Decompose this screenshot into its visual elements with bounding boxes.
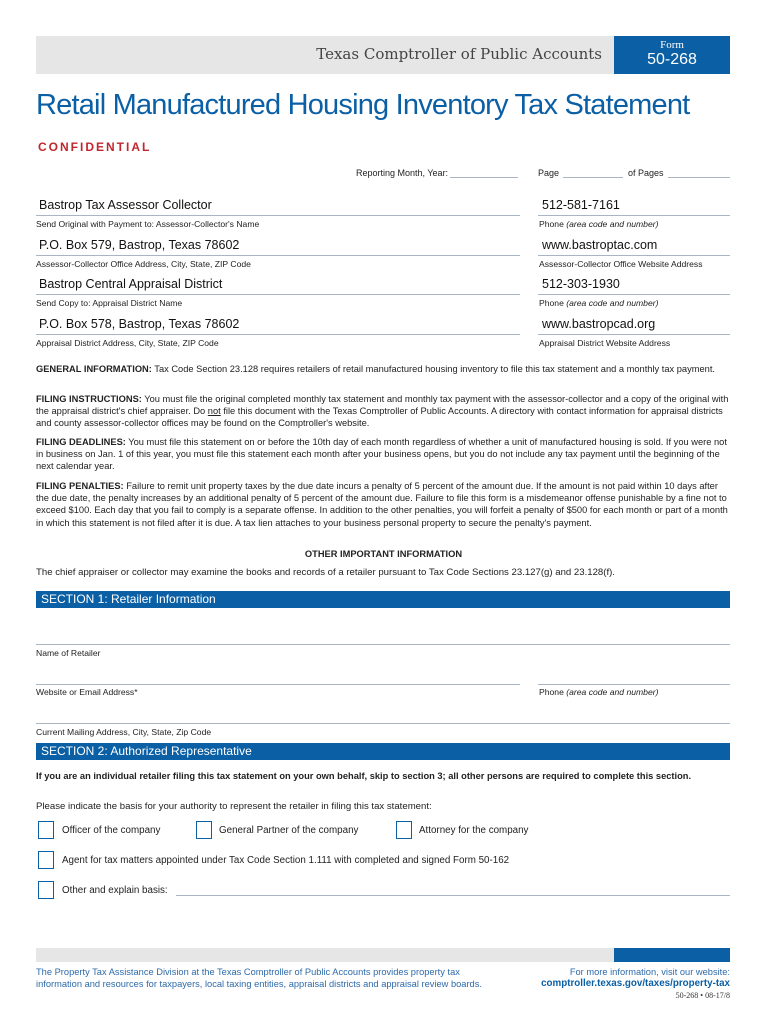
section2-instruction: If you are an individual retailer filing this tax statement on your own behalf, skip to section 3; all other persons are required to complete this section. [36, 771, 692, 781]
general-partner-label: General Partner of the company [219, 825, 359, 836]
form-label: Form [660, 39, 684, 51]
appraisal-phone-label: Phone (area code and number) [539, 298, 659, 308]
of-pages-label: of Pages [628, 168, 664, 178]
form-number-box [614, 36, 730, 74]
retailer-address-label: Current Mailing Address, City, State, Zip Code [36, 727, 212, 737]
assessor-phone-value: 512-581-7161 [542, 198, 620, 212]
section2-prompt: Please indicate the basis for your authority to represent the retailer in filing this tax statement: [36, 801, 432, 812]
footer-description: The Property Tax Assistance Division at the Texas Comptroller of Public Accounts provides property tax information and resources for taxpayers, local taxing entities, appraisal districts and appraisal review boards. [36, 967, 482, 989]
assessor-phone-label: Phone (area code and number) [539, 219, 659, 229]
section1-header: SECTION 1: Retailer Information [36, 591, 730, 608]
assessor-address-field[interactable] [36, 236, 520, 256]
page-title: Retail Manufactured Housing Inventory Tax Statement [36, 89, 690, 121]
footer-band [36, 948, 614, 962]
general-information: GENERAL INFORMATION: Tax Code Section 23.128 requires retailers of retail manufactured housing inventory to file this tax statement and a monthly tax payment. [36, 364, 715, 374]
appraisal-name-label: Send Copy to: Appraisal District Name [36, 298, 183, 308]
footer-band-accent [614, 948, 730, 962]
assessor-address-value: P.O. Box 579, Bastrop, Texas 78602 [39, 238, 240, 252]
agent-label: Agent for tax matters appointed under Tax Code Section 1.111 with completed and signed Form 50-162 [62, 855, 510, 866]
appraisal-phone-field[interactable] [538, 275, 730, 295]
retailer-name-label: Name of Retailer [36, 648, 101, 658]
other-info-text: The chief appraiser or collector may examine the books and records of a retailer pursuant to Tax Code Sections 23.127(g) and 23.128(f). [36, 567, 615, 578]
appraisal-address-value: P.O. Box 578, Bastrop, Texas 78602 [39, 317, 240, 331]
appraisal-phone-value: 512-303-1930 [542, 277, 620, 291]
footer-website-link[interactable]: comptroller.texas.gov/taxes/property-tax [541, 978, 730, 989]
retailer-phone-field[interactable] [538, 670, 730, 685]
retailer-website-label: Website or Email Address* [36, 687, 138, 697]
assessor-phone-field[interactable] [538, 196, 730, 216]
confidential-label: CONFIDENTIAL [38, 140, 152, 154]
retailer-address-field[interactable] [36, 709, 730, 724]
assessor-address-label: Assessor-Collector Office Address, City, State, ZIP Code [36, 259, 251, 269]
assessor-website-label: Assessor-Collector Office Website Address [539, 259, 703, 269]
appraisal-website-label: Appraisal District Website Address [539, 338, 671, 348]
appraisal-name-value: Bastrop Central Appraisal District [39, 277, 223, 291]
page-label: Page [538, 168, 560, 178]
attorney-label: Attorney for the company [419, 825, 529, 836]
general-partner-checkbox[interactable] [196, 821, 212, 839]
reporting-month-field[interactable] [450, 166, 518, 178]
page-field[interactable] [563, 166, 623, 178]
assessor-website-field[interactable] [538, 236, 730, 256]
form-number: 50-268 [647, 51, 697, 68]
of-pages-field[interactable] [668, 166, 730, 178]
officer-checkbox[interactable] [38, 821, 54, 839]
filing-instructions: FILING INSTRUCTIONS: You must file the original completed monthly tax statement and monthly tax payment with the assessor-collector and a copy of the original with the appraisal district's chief appraiser. Do not file this document with the Texas Comptroller of Public Accounts. A directory with contact information for appraisal districts and county assessor-collector offices may be found on the Comptroller's website. [36, 394, 729, 429]
other-label: Other and explain basis: [62, 885, 168, 896]
retailer-website-field[interactable] [36, 670, 520, 685]
assessor-name-field[interactable] [36, 196, 520, 216]
footer-website [541, 966, 730, 990]
agent-checkbox[interactable] [38, 851, 54, 869]
filing-penalties: FILING PENALTIES: Failure to remit unit property taxes by the due date incurs a penalty of 5 percent of the amount due. If the amount is not paid within 10 days after the due date, the penalty increases by an additional penalty of 5 percent of the amount due. Failure to file this form is a misdemeanor offense punishable by a fine not to exceed $100. Each day that you fail to comply is a separate offense. In addition to the other penalties, you will forfeit a penalty of $500 for each month or part of a month in which this statement is not filed after it is due. A tax lien attaches to your business personal property to secure the penalty's payment. [36, 481, 728, 528]
section2-header: SECTION 2: Authorized Representative [36, 743, 730, 760]
assessor-name-label: Send Original with Payment to: Assessor-Collector's Name [36, 219, 260, 229]
header-band [36, 36, 614, 74]
other-info-heading: OTHER IMPORTANT INFORMATION [304, 549, 463, 559]
filing-deadlines: FILING DEADLINES: You must file this statement on or before the 10th day of each month regardless of whether a unit of manufactured housing is sold. If you were not in business on Jan. 1 of this year, you must file this statement each month after your business opens, but you do not include any tax payment until the beginning of the next calendar year. [36, 437, 727, 472]
officer-label: Officer of the company [62, 825, 161, 836]
appraisal-website-field[interactable] [538, 315, 730, 335]
reporting-month-label: Reporting Month, Year: [356, 168, 449, 178]
attorney-checkbox[interactable] [396, 821, 412, 839]
retailer-phone-label: Phone (area code and number) [539, 687, 659, 697]
other-checkbox[interactable] [38, 881, 54, 899]
assessor-website-value: www.bastroptac.com [542, 238, 658, 252]
footer-website-label: For more information, visit our website: [569, 967, 730, 977]
assessor-name-value: Bastrop Tax Assessor Collector [39, 198, 212, 212]
agency-name: Texas Comptroller of Public Accounts [316, 45, 602, 63]
appraisal-website-value: www.bastropcad.org [542, 317, 656, 331]
other-explain-field[interactable] [176, 884, 730, 896]
appraisal-address-label: Appraisal District Address, City, State, ZIP Code [36, 338, 219, 348]
appraisal-address-field[interactable] [36, 315, 520, 335]
retailer-name-field[interactable] [36, 630, 730, 645]
appraisal-name-field[interactable] [36, 275, 520, 295]
footer-form-code: 50-268 • 08-17/8 [675, 991, 730, 1000]
